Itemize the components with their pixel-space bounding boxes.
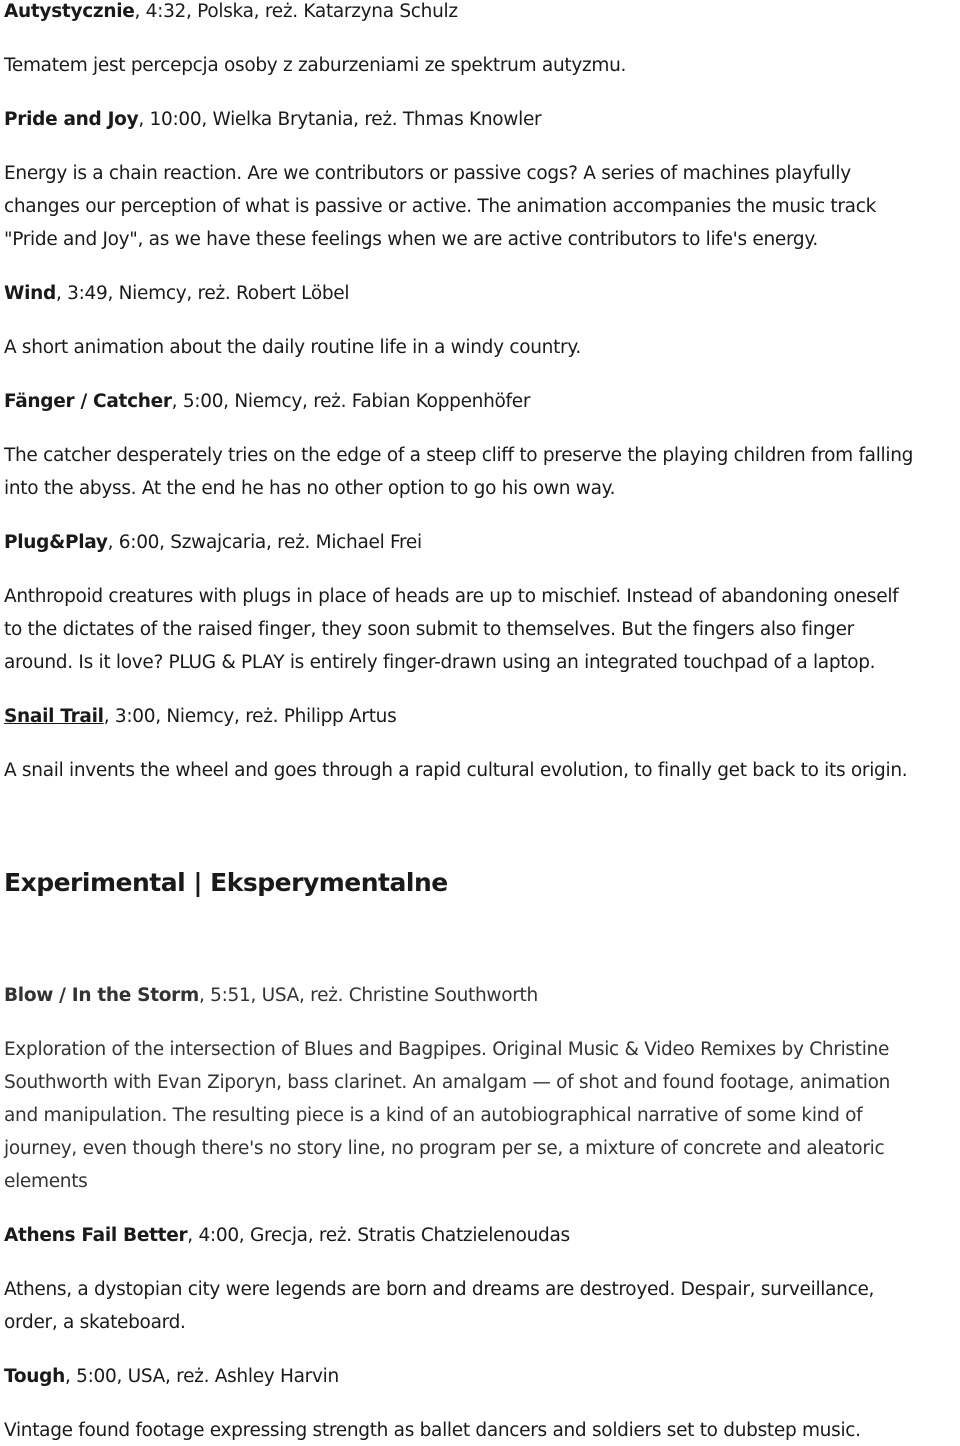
film-description: elements [4, 1171, 88, 1192]
film-description: Southworth with Evan Ziporyn, bass clarinet. An amalgam — of shot and found footage, animation [4, 1072, 891, 1093]
film-entry-title-line [4, 0, 458, 24]
film-title: Tough [4, 1366, 65, 1387]
film-description: Vintage found footage expressing strength as ballet dancers and soldiers set to dubstep music. [4, 1420, 861, 1441]
film-entry-title-line [4, 1224, 570, 1248]
film-title: Plug&Play [4, 532, 108, 553]
section-heading: Experimental | Eksperymentalne [4, 868, 448, 897]
film-title: Fänger / Catcher [4, 391, 172, 412]
film-description: Athens, a dystopian city were legends are born and dreams are destroyed. Despair, surveillance, [4, 1279, 875, 1300]
film-entry-title-line [4, 705, 396, 729]
film-description: Anthropoid creatures with plugs in place of heads are up to mischief. Instead of abandoning oneself [4, 586, 899, 607]
film-description: Tematem jest percepcja osoby z zaburzeniami ze spektrum autyzmu. [4, 55, 627, 76]
film-entry-title-line [4, 984, 538, 1008]
film-description: The catcher desperately tries on the edge of a steep cliff to preserve the playing children from falling [4, 445, 914, 466]
film-meta: , 5:51, USA, reż. Christine Southworth [198, 985, 538, 1006]
film-entry-title-line [4, 108, 541, 132]
film-title: Autystycznie [4, 1, 135, 22]
film-description: Exploration of the intersection of Blues and Bagpipes. Original Music & Video Remixes by Christine [4, 1039, 890, 1060]
film-meta: , 10:00, Wielka Brytania, reż. Thmas Knowler [138, 109, 542, 130]
film-title: Snail Trail [4, 706, 104, 727]
film-meta: , 3:00, Niemcy, reż. Philipp Artus [103, 706, 397, 727]
film-entry-title-line [4, 531, 422, 555]
film-description: and manipulation. The resulting piece is a kind of an autobiographical narrative of some kind of [4, 1105, 863, 1126]
film-description: Energy is a chain reaction. Are we contributors or passive cogs? A series of machines playfully [4, 163, 851, 184]
film-title: Wind [4, 283, 56, 304]
film-meta: , 6:00, Szwajcaria, reż. Michael Frei [107, 532, 422, 553]
film-title: Pride and Joy [4, 109, 139, 130]
film-description: A short animation about the daily routine life in a windy country. [4, 337, 581, 358]
film-meta: , 5:00, USA, reż. Ashley Harvin [64, 1366, 339, 1387]
film-entry-title-line [4, 282, 349, 306]
film-meta: , 4:00, Grecja, reż. Stratis Chatzielenoudas [187, 1225, 570, 1246]
film-title: Athens Fail Better [4, 1225, 188, 1246]
film-meta: , 5:00, Niemcy, reż. Fabian Koppenhöfer [171, 391, 531, 412]
film-entry-title-line [4, 1365, 339, 1389]
film-description: "Pride and Joy", as we have these feelings when we are active contributors to life's energy. [4, 229, 818, 250]
film-title: Blow / In the Storm [4, 985, 199, 1006]
film-description: A snail invents the wheel and goes through a rapid cultural evolution, to finally get back to its origin. [4, 760, 908, 781]
film-description: into the abyss. At the end he has no other option to go his own way. [4, 478, 616, 499]
film-description: around. Is it love? PLUG & PLAY is entirely finger-drawn using an integrated touchpad of a laptop. [4, 652, 876, 673]
film-description: changes our perception of what is passive or active. The animation accompanies the music track [4, 196, 877, 217]
film-description: order, a skateboard. [4, 1312, 186, 1333]
film-meta: , 4:32, Polska, reż. Katarzyna Schulz [134, 1, 458, 22]
film-entry-title-line [4, 390, 530, 414]
film-meta: , 3:49, Niemcy, reż. Robert Löbel [55, 283, 350, 304]
film-description: journey, even though there's no story line, no program per se, a mixture of concrete and aleatoric [4, 1138, 885, 1159]
film-description: to the dictates of the raised finger, they soon submit to themselves. But the fingers also finger [4, 619, 854, 640]
